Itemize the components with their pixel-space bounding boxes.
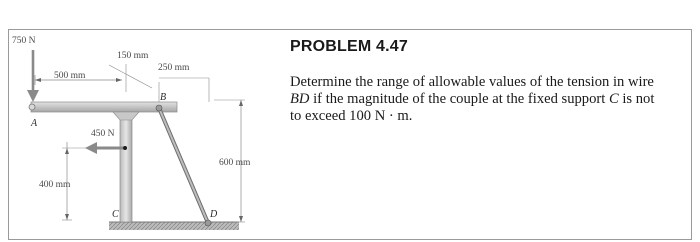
statement-line-2-text: if the magnitude of the couple at the fixed support bbox=[313, 91, 606, 107]
label-400mm: 400 mm bbox=[39, 180, 71, 190]
figure-drawing bbox=[9, 30, 271, 239]
support-label: C bbox=[608, 91, 619, 107]
point-a-marker bbox=[29, 104, 35, 110]
statement-line-3: to exceed 100 N · m. bbox=[290, 108, 413, 124]
label-point-c: C bbox=[112, 209, 119, 220]
label-point-d: D bbox=[210, 209, 218, 220]
label-150mm: 150 mm bbox=[117, 51, 149, 61]
vertical-member bbox=[120, 112, 132, 222]
problem-figure bbox=[9, 30, 271, 239]
problem-statement bbox=[290, 74, 690, 125]
statement-line-2-end: is not bbox=[622, 91, 655, 107]
horizontal-beam bbox=[31, 102, 177, 112]
label-450n: 450 N bbox=[91, 129, 115, 139]
ground bbox=[109, 222, 239, 230]
statement-line-1: Determine the range of allowable values of the tension in wire bbox=[290, 74, 654, 90]
label-750n: 750 N bbox=[12, 36, 36, 46]
label-point-b: B bbox=[160, 92, 167, 103]
label-500mm: 500 mm bbox=[54, 71, 86, 81]
problem-title: PROBLEM 4.47 bbox=[290, 38, 408, 55]
wire-label: BD bbox=[290, 91, 310, 107]
label-point-a: A bbox=[31, 118, 38, 129]
label-600mm: 600 mm bbox=[219, 158, 251, 168]
statement-line-2 bbox=[290, 91, 690, 108]
label-250mm: 250 mm bbox=[158, 63, 190, 73]
